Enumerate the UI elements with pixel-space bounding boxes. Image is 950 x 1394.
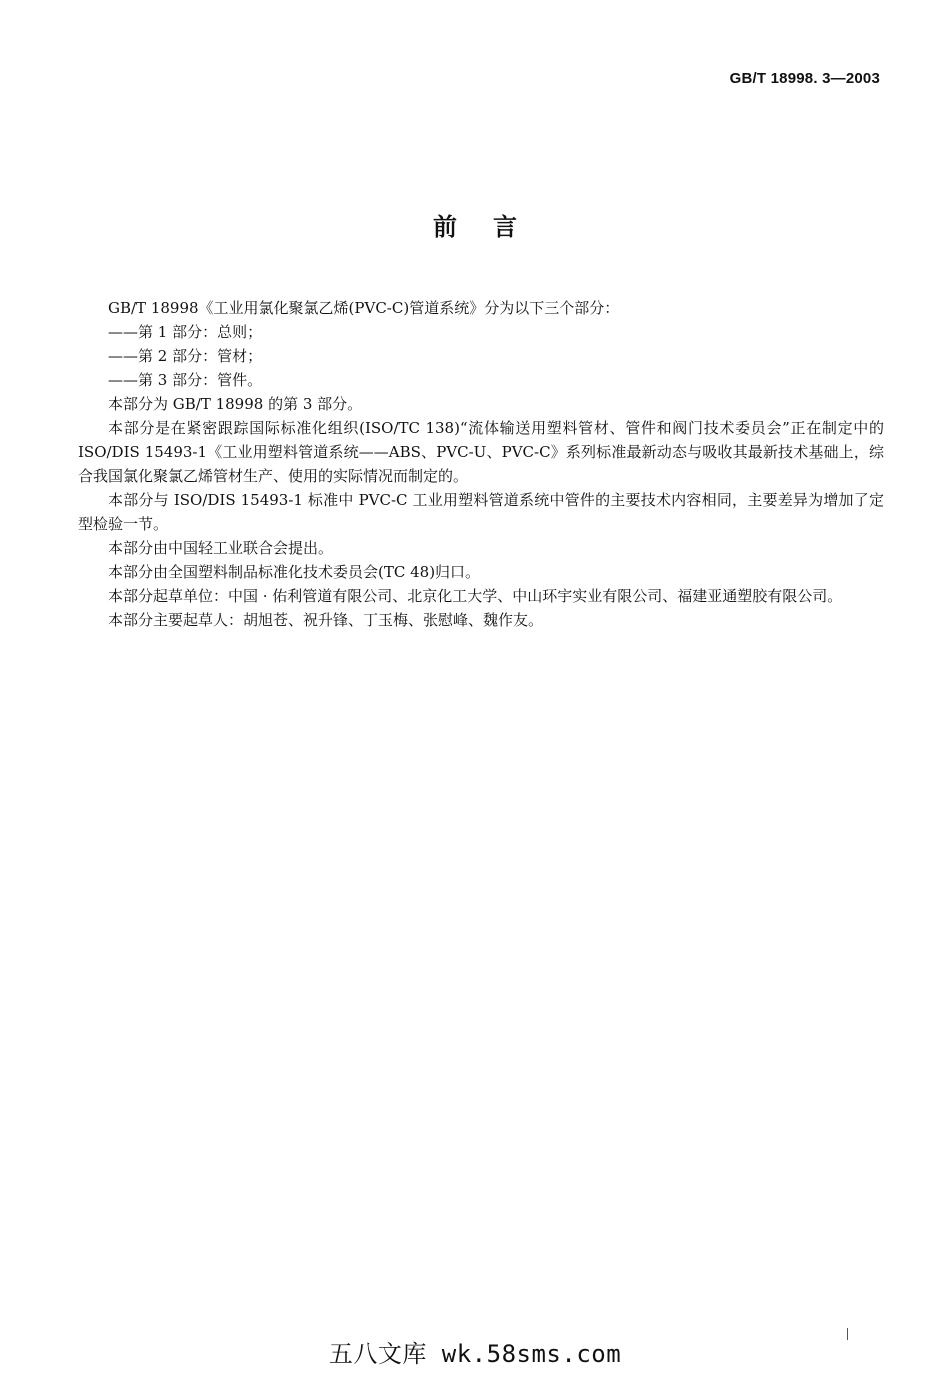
standard-code: GB/T 18998. 3—2003 xyxy=(729,70,880,87)
document-body xyxy=(78,296,884,632)
paragraph-part-number: 本部分为 GB/T 18998 的第 3 部分。 xyxy=(108,395,363,413)
page-title: 前言 xyxy=(433,213,553,241)
part-list-item-2: ——第 2 部分：管材； xyxy=(108,347,263,365)
page-edge-mark xyxy=(847,1328,848,1340)
paragraph-proposed-by: 本部分由中国轻工业联合会提出。 xyxy=(108,539,334,557)
paragraph-basis: 本部分是在紧密跟踪国际标准化组织(ISO/TC 138)“流体输送用塑料管材、管件和阀门技术委员会”正在制定中的 ISO/DIS 15493-1《工业用塑料管道系统——ABS、PVC-U、PVC-C》系列标准最新动态与吸收其最新技术基础上，综合我国氯化聚氯乙烯管材生产、使用的实际情况而制定的。 xyxy=(78,419,884,485)
paragraph-centralized-by: 本部分由全国塑料制品标准化技术委员会(TC 48)归口。 xyxy=(108,563,481,581)
part-list-item-1: ——第 1 部分：总则； xyxy=(108,323,263,341)
footer-watermark: 五八文库 wk.58sms.com xyxy=(328,1340,622,1368)
paragraph-differences: 本部分与 ISO/DIS 15493-1 标准中 PVC-C 工业用塑料管道系统中管件的主要技术内容相同，主要差异为增加了定型检验一节。 xyxy=(78,491,884,533)
paragraph-drafting-units: 本部分起草单位：中国 · 佑利管道有限公司、北京化工大学、中山环宇实业有限公司、福建亚通塑胶有限公司。 xyxy=(108,587,843,605)
part-list-item-3: ——第 3 部分：管件。 xyxy=(108,371,263,389)
intro-paragraph: GB/T 18998《工业用氯化聚氯乙烯(PVC-C)管道系统》分为以下三个部分： xyxy=(108,299,620,317)
paragraph-drafters: 本部分主要起草人：胡旭苍、祝升锋、丁玉梅、张慰峰、魏作友。 xyxy=(108,611,544,629)
